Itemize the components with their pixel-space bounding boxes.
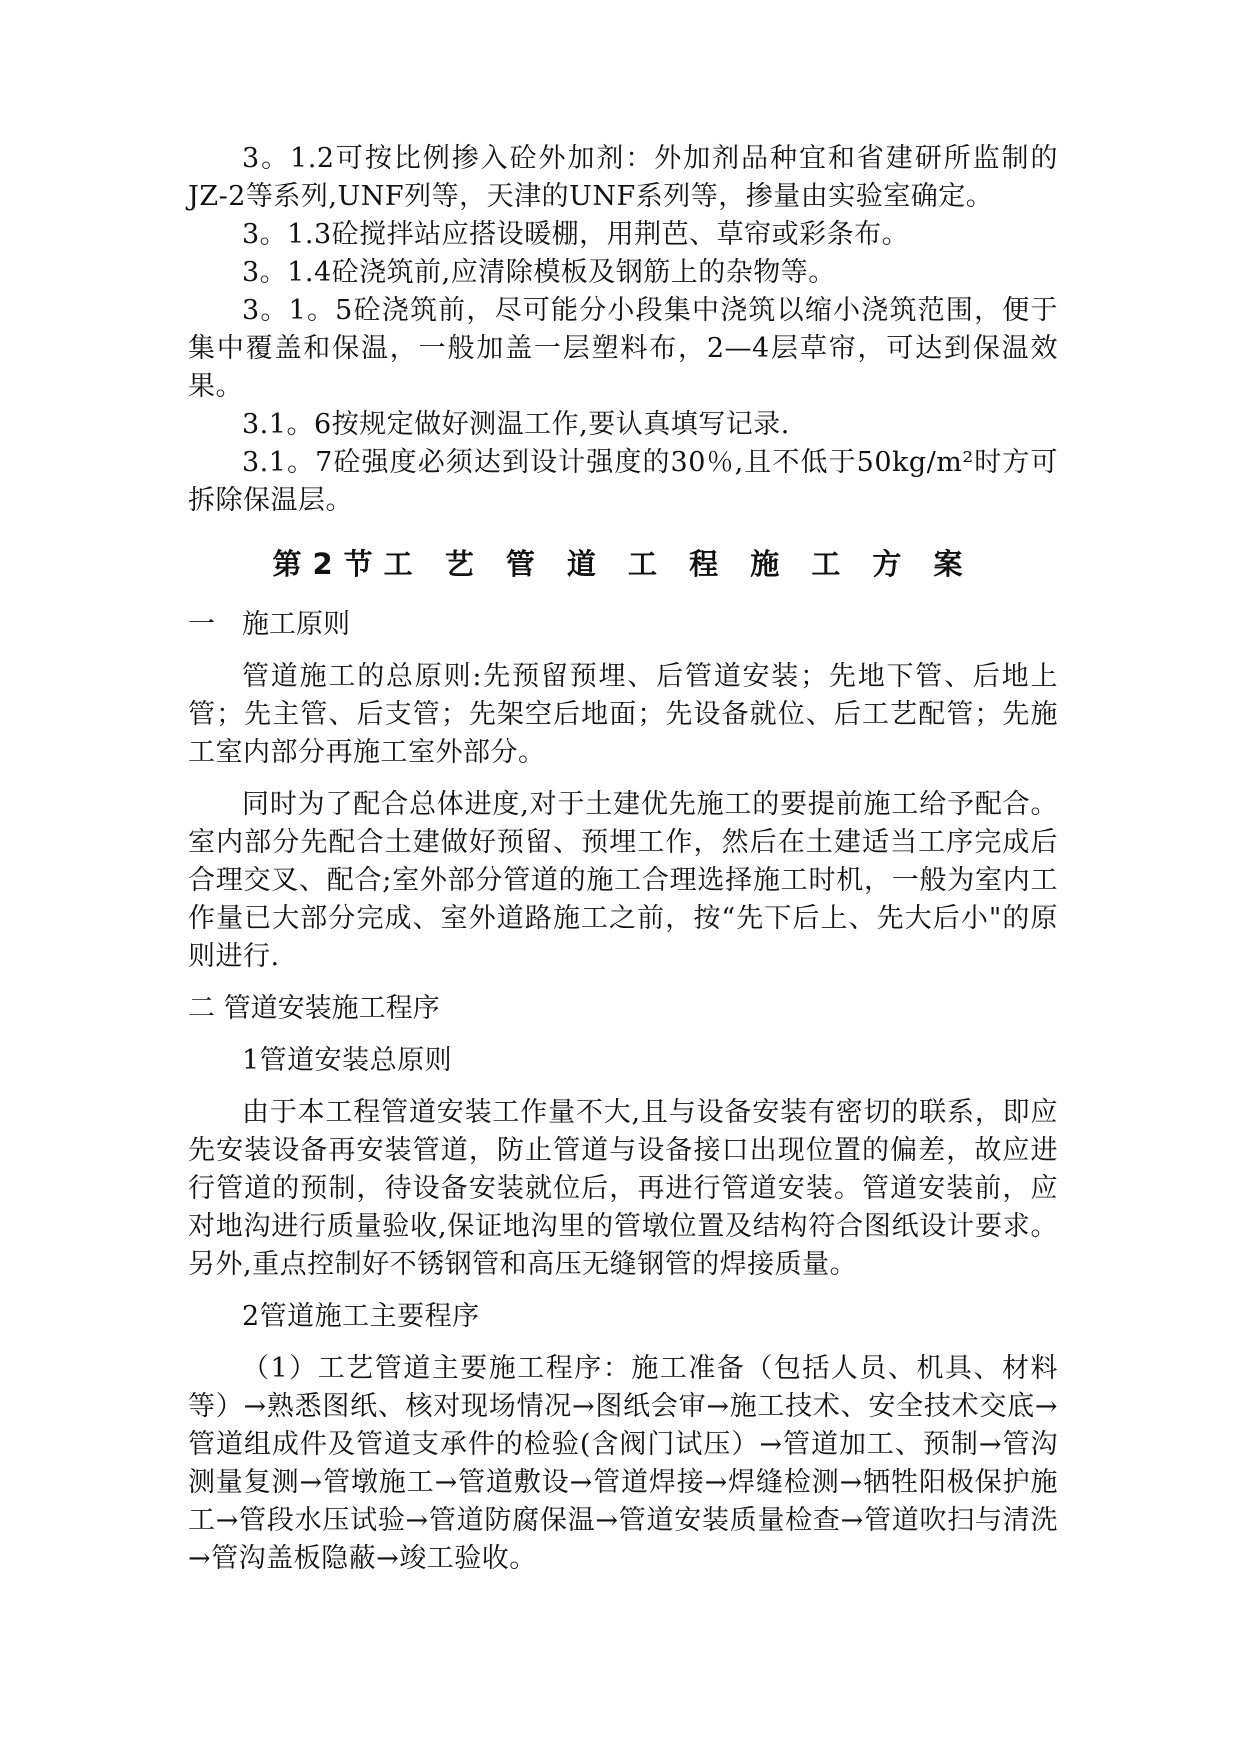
part1-paragraph-coordination: 同时为了配合总体进度,对于土建优先施工的要提前施工给予配合。室内部分先配合土建做好预留、预埋工作，然后在土建适当工序完成后合理交叉、配合;室外部分管道的施工合理选择施工时机，一般为室内工作量已大部分完成、室外道路施工之前，按“先下后上、先大后小"的原则进行. (188, 789, 1058, 972)
document-page (188, 140, 1058, 1578)
part1-paragraph-principle: 管道施工的总原则:先预留预埋、后管道安装；先地下管、后地上管；先主管、后支管；先架空后地面；先设备就位、后工艺配管；先施工室内部分再施工室外部分。 (188, 661, 1058, 768)
part1-heading: 一 施工原则 (188, 609, 350, 640)
paragraph-3-1-3: 3。1.3砼搅拌站应搭设暖棚，用荆芭、草帘或彩条布。 (242, 219, 910, 250)
paragraph-3-1-4: 3。1.4砼浇筑前,应清除模板及钢筋上的杂物等。 (242, 257, 836, 288)
paragraph-3-1-6: 3.1。6按规定做好测温工作,要认真填写记录. (242, 409, 790, 440)
part2-sub1-text: 由于本工程管道安装工作量不大,且与设备安装有密切的联系，即应先安装设备再安装管道，防止管道与设备接口出现位置的偏差，故应进行管道的预制，待设备安装就位后，再进行管道安装。管道安装前，应对地沟进行质量验收,保证地沟里的管墩位置及结构符合图纸设计要求。另外,重点控制好不锈钢管和高压无缝钢管的焊接质量。 (188, 1097, 1058, 1280)
paragraph-3-1-5: 3。1。5砼浇筑前，尽可能分小段集中浇筑以缩小浇筑范围，便于集中覆盖和保温，一般加盖一层塑料布，2—4层草帘，可达到保温效果。 (188, 295, 1058, 402)
part2-sub1-title: 1管道安装总原则 (242, 1045, 453, 1076)
part2-sub2-title: 2管道施工主要程序 (242, 1301, 480, 1332)
paragraph-3-1-2: 3。1.2可按比例掺入砼外加剂：外加剂品种宜和省建研所监制的JZ-2等系列,UNF列等，天津的UNF系列等，掺量由实验室确定。 (188, 143, 1058, 212)
part2-heading: 二 管道安装施工程序 (188, 993, 440, 1024)
section-title: 第2节工 艺 管 道 工 程 施 工 方 案 (272, 547, 974, 581)
part2-sub2-text: （1）工艺管道主要施工程序：施工准备（包括人员、机具、材料等）→熟悉图纸、核对现场情况→图纸会审→施工技术、安全技术交底→管道组成件及管道支承件的检验(含阀门试压）→管道加工、预制→管沟测量复测→管墩施工→管道敷设→管道焊接→焊缝检测→牺牲阳极保护施工→管段水压试验→管道防腐保温→管道安装质量检查→管道吹扫与清洗→管沟盖板隐蔽→竣工验收。 (188, 1353, 1058, 1574)
paragraph-3-1-7: 3.1。7砼强度必须达到设计强度的30％,且不低于50kg/m²时方可拆除保温层。 (188, 447, 1058, 516)
